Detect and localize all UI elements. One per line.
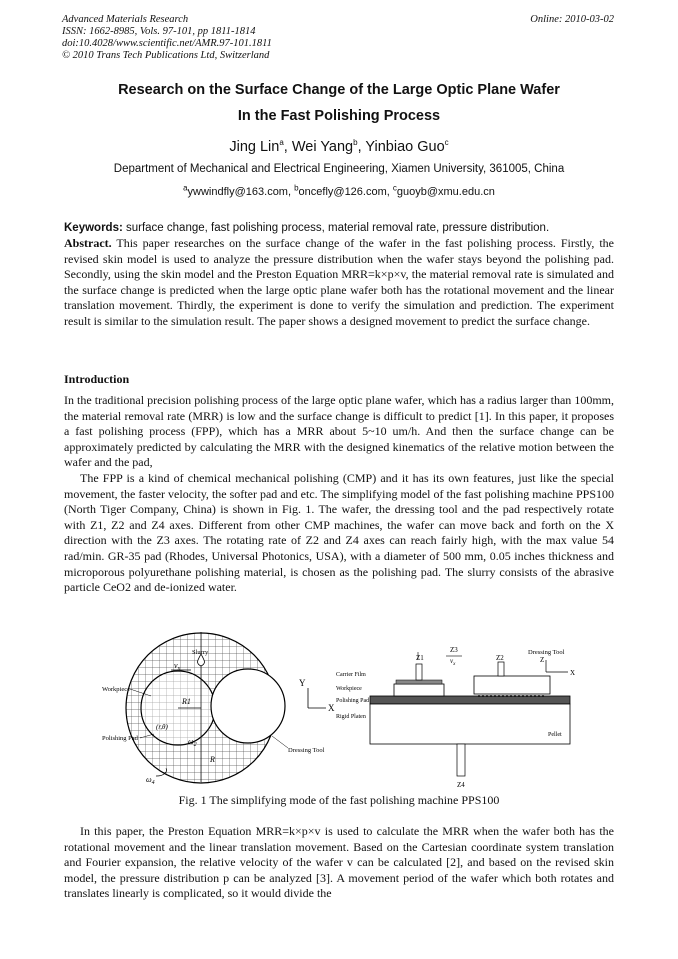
journal-header xyxy=(62,14,272,62)
workpiece-label: Workpiece xyxy=(102,686,130,693)
author-sup: a xyxy=(279,138,284,148)
vx-label: $v_x$ xyxy=(174,661,181,672)
abstract-label: Abstract. xyxy=(64,236,112,250)
workpiece-block xyxy=(394,684,444,696)
x-axis-label-right: X xyxy=(570,669,576,677)
r-label: R xyxy=(210,755,215,764)
z4-shaft xyxy=(457,744,465,776)
rigid-platen-label: Rigid Platen xyxy=(336,714,366,720)
online-date: Online: 2010-03-02 xyxy=(530,14,614,25)
doi-line: doi:10.4028/www.scientific.net/AMR.97-101.1811 xyxy=(62,38,272,49)
figure-1 xyxy=(96,632,596,792)
section-heading-introduction: Introduction xyxy=(64,372,130,386)
email-address: guoyb@xmu.edu.cn xyxy=(396,186,495,198)
dressing-tool-label: Dressing Tool xyxy=(288,747,325,754)
author-sup: c xyxy=(444,138,449,148)
z4-label: Z4 xyxy=(457,781,465,789)
z1-label: Z1 xyxy=(416,654,424,662)
dressing-tool-leader xyxy=(272,736,288,748)
intro-paragraph-1: In the traditional precision polishing process of the large optic plane wafer, which has a radius larger than 100mm, the material removal rate (MRR) is low and the surface change is difficult to predict [1]. In this paper, it proposes a fast polishing process (FPP), which has a MRR about 5~10 um/h. And then the surface change can be approximately predicted by calculating the MRR with the designed kinematics of the relative motion between the wafer and the pad, xyxy=(64,393,614,470)
workpiece-label-right: Workpiece xyxy=(336,686,362,692)
rigid-platen-block xyxy=(370,704,570,744)
email-sup: b xyxy=(294,183,299,193)
dressing-tool-label-right: Dressing Tool xyxy=(528,649,565,656)
z3-label: Z3 xyxy=(450,646,458,654)
dressing-tool-circle xyxy=(211,669,285,743)
polishing-pad-label-right: Polishing Pad xyxy=(336,698,370,704)
keywords-label: Keywords: xyxy=(64,222,123,234)
pellet-label: Pellet xyxy=(548,732,562,738)
polishing-pad-label: Polishing Pad xyxy=(102,735,138,742)
r-theta-label: (r,θ) xyxy=(156,723,168,731)
abstract xyxy=(64,236,614,330)
author-list: Jing Lin$^a$, Wei Yang$^b$, Yinbiao Guo$^c$ xyxy=(229,138,449,155)
email-address: oncefly@126.com, xyxy=(298,186,393,198)
z2-label: Z2 xyxy=(496,654,504,662)
paper-title-line2: In the Fast Polishing Process xyxy=(237,108,441,124)
omega4-label: $\omega_4$ xyxy=(146,775,155,786)
abstract-text: This paper researches on the surface change of the wafer in the fast polishing process. Firstly, the revised skin model is used to analyze the pressure distribution when the wafer stays beyond the polishing pad. Secondly, using the skin model and the Preston Equation MRR=k×p×v, the material removal rate is simulated and the surface change is predicted when the large optic plane wafer both has the rotational movement and the linear translation movement. Thirdly, the experiment is done to verify the simulation and prediction. The experiment result is similar to the simulation result. The paper shows a designed movement to predict the surface change. xyxy=(64,236,614,328)
issn-line: ISSN: 1662-8985, Vols. 97-101, pp 1811-1814 xyxy=(62,26,256,37)
dressing-tool-block xyxy=(474,676,550,694)
y-axis-label: Y xyxy=(299,678,306,688)
figure-caption: Fig. 1 The simplifying mode of the fast polishing machine PPS100 xyxy=(178,793,500,807)
email-sup: a xyxy=(183,183,188,193)
x-axis-label: X xyxy=(328,703,335,713)
carrier-film-label: Carrier Film xyxy=(336,672,366,678)
author-name: Yinbiao Guo xyxy=(365,139,445,155)
polishing-pad-slab xyxy=(370,696,570,704)
copyright-line: © 2010 Trans Tech Publications Ltd, Switzerland xyxy=(62,50,270,61)
carrier-film-block xyxy=(396,680,442,684)
body-paragraph-3: In this paper, the Preston Equation MRR=k×p×v is used to calculate the MRR when the wafer both has the rotational movement and the linear translation movement. Based on the Cartesian coordinate system translation and Fourier expansion, the relative velocity of the wafer v can be calculated [2], and based on the revised skin model, the pressure distribution p can be analyzed [3]. A movement period of the wafer which both rotates and translates linearly is complicated, so it would divide the xyxy=(64,824,614,901)
author-name: Wei Yang xyxy=(291,139,354,155)
email-sup: c xyxy=(392,183,397,193)
email-address: ywwindfly@163.com, xyxy=(187,186,295,198)
author-name: Jing Lin xyxy=(229,139,280,155)
keywords-text: surface change, fast polishing process, material removal rate, pressure distribution. xyxy=(122,222,550,234)
omega2-label: $\omega_2$ xyxy=(188,737,197,748)
email-list xyxy=(0,183,678,198)
author-sup: b xyxy=(353,138,358,148)
vx-label-right: $v_x$ xyxy=(450,657,456,667)
z1-shaft xyxy=(416,664,422,680)
slurry-label: Slurry xyxy=(192,649,209,656)
journal-name: Advanced Materials Research xyxy=(62,14,189,25)
intro-paragraph-2: The FPP is a kind of chemical mechanical polishing (CMP) and it has its own features, just like the special movement, the faster velocity, the softer pad and etc. The simplifying model of the fast polishing machine PPS100 (North Tiger Company, China) is shown in Fig. 1. The wafer, the dressing tool and the pad respectively rotate with Z1, Z2 and Z4 axes. Different from other CMP machines, the wafer can move back and forth on the X direction with the Z3 axes. The rotating rate of Z2 and Z4 axes can reach fairly high, with the max value 54 rad/min. GR-35 pad (Rhodes, Universal Photonics, USA), with a diameter of 500 mm, 0.05 inches thickness and microporous polyurethane polishing material, is chosen as the polishing pad. The slurry consists of the abrasive particle CeO2 and de-ionized water. xyxy=(64,471,614,595)
r1-label: R1 xyxy=(182,697,191,706)
keywords xyxy=(64,221,614,237)
figure-1-diagram xyxy=(96,632,596,792)
paper-title-line1: Research on the Surface Change of the Large Optic Plane Wafer xyxy=(118,82,560,98)
z-axis-label: Z xyxy=(540,656,545,664)
z2-shaft xyxy=(498,662,504,676)
affiliation: Department of Mechanical and Electrical Engineering, Xiamen University, 361005, China xyxy=(113,163,565,175)
